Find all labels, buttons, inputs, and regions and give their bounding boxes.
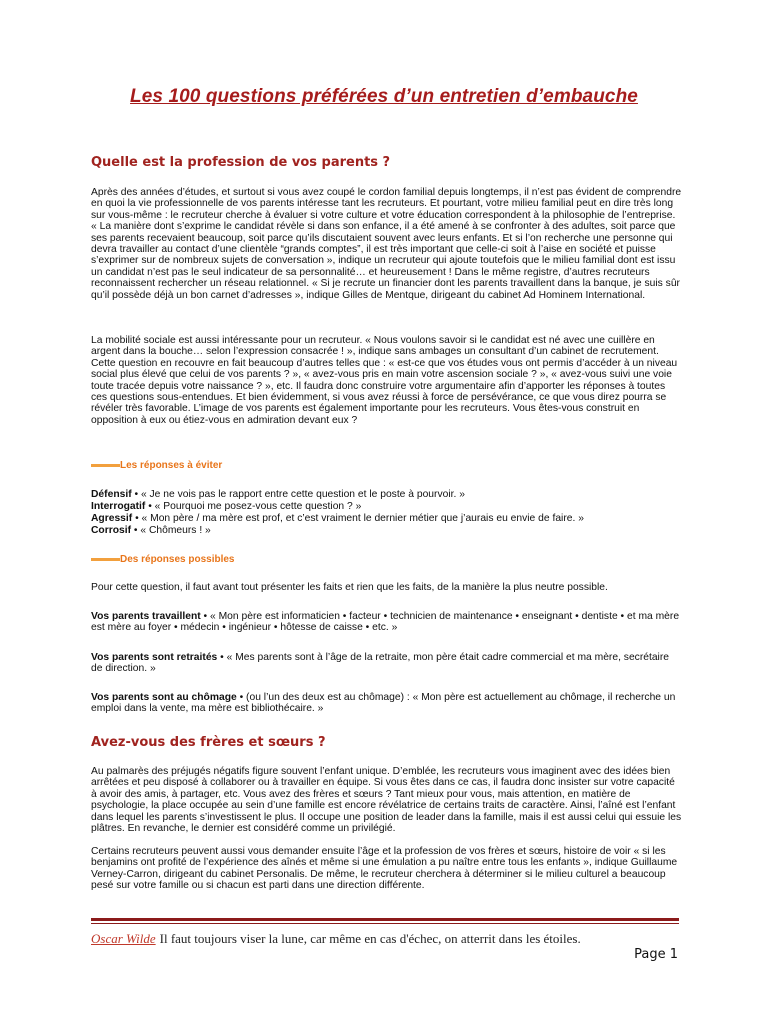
quote-author: Oscar Wilde xyxy=(91,931,156,946)
footer-rule-thin xyxy=(91,923,679,924)
document-title: Les 100 questions préférées d’un entretien d’embauche xyxy=(130,86,638,107)
section-heading-siblings: Avez-vous des frères et sœurs ? xyxy=(91,735,326,750)
possible-item-working: Vos parents travaillent • « Mon père est informaticien • facteur • technicien de maintenance • enseignant • dentiste • et ma mère est mère au foyer • médecin • ingénieur • hôtesse de caisse • etc. » xyxy=(91,611,680,634)
orange-bar-icon xyxy=(91,464,120,467)
paragraph-parents-intro: Après des années d’études, et surtout si vous avez coupé le cordon familial depuis longtemps, il n’est pas évident de comprendre en quoi la vie professionnelle de vos parents intéresse tant les recruteurs. Et pourtant, votre milieu familial peut en dire très long sur vous-même : le recruteur cherche à évaluer si votre culture et votre éducation correspondent à la philosophie de l’entreprise. « La manière dont s’exprime le candidat révèle si dans son enfance, il a été amené à se confronter à des adultes, soit parce que ses parents recevaient beaucoup, soit parce qu’ils discutaient souvent avec leurs enfants. Et si l’on recherche une personne qui devra travailler au contact d’une clientèle “grands comptes”, il est très important que celle-ci soit à l’aise en société et puisse s’exprimer sur de nombreux sujets de conversation », indique un recruteur qui ajoute toutefois que le milieu familial dont est issu un candidat n’est pas le seul indicateur de sa personnalité… et heureusement ! Dans le même registre, d’autres recruteurs reconnaissent rechercher un réseau relationnel. « Si je recrute un financier dont les parents travaillent dans la banque, je suis sûr qu’il possède déjà un bon carnet d’adresses », indique Gilles de Mentque, dirigeant du cabinet Ad Hominem International. xyxy=(91,187,682,301)
paragraph-siblings-intro: Au palmarès des préjugés négatifs figure souvent l’enfant unique. D’emblée, les recruteurs vous imaginent avec des idées bien arrêtées et peu disposé à collaborer ou à travailler en équipe. Si vous êtes dans ce cas, il faudra donc insister sur votre capacité à avoir des amis, à partager, etc. Vous avez des frères et sœurs ? Tant mieux pour vous, mais attention, en matière de psychologie, la place occupée au sein d’une famille est encore révélatrice de certains traits de caractère. Ainsi, l’aîné est l’enfant dans lequel les parents s’investissent le plus. Il occupe une position de leader dans la famille, mais il est aussi celui qui essuie les plâtres. En revanche, le dernier est considéré comme un privilégié. xyxy=(91,766,682,835)
footer-rule xyxy=(91,918,679,921)
quote-text: Il faut toujours viser la lune, car même en cas d'échec, on atterrit dans les étoiles. xyxy=(159,931,581,946)
paragraph-social-mobility: La mobilité sociale est aussi intéressante pour un recruteur. « Nous voulons savoir si le candidat est né avec une cuillère en argent dans la bouche… selon l’expression consacrée ! », indique sans ambages un consultant d’un cabinet de recrutement. Cette question en recouvre en fait beaucoup d’autres telles que : « est-ce que vos études vous ont permis d’accéder à un niveau social plus élevé que celui de vos parents ? », « avez-vous pris en main votre ascension sociale ? », « avez-vous suivi une voie toute tracée depuis votre naissance ? », etc. Il faudra donc construire votre argumentaire afin d’apporter les réponses à toutes ces questions sous-entendues. Et bien évidemment, si vous avez réussi à force de persévérance, ce que vous direz pourra se révéler très favorable. L’image de vos parents est également importante pour les recruteurs. Vous êtes-vous construit en opposition à eux ou étiez-vous en admiration devant eux ? xyxy=(91,335,678,426)
avoid-answers-label: Les réponses à éviter xyxy=(91,460,222,471)
paragraph-siblings-details: Certains recruteurs peuvent aussi vous demander ensuite l’âge et la profession de vos frères et sœurs, histoire de voir « si les benjamins ont profité de l’expérience des aînés et même si une émulation a pu naître entre tous les enfants », indique Guillaume Verney-Carron, dirigeant du cabinet Personalis. De même, le recruteur cherchera à déterminer si le milieu culturel a beaucoup pesé sur votre famille ou si chacun est parti dans une direction différente. xyxy=(91,846,678,892)
possible-answers-intro: Pour cette question, il faut avant tout présenter les faits et rien que les faits, de la manière la plus neutre possible. xyxy=(91,582,608,593)
footer-quote xyxy=(91,931,691,947)
page-number: Page 1 xyxy=(634,947,678,962)
avoid-item-defensif: Défensif • « Je ne vois pas le rapport entre cette question et le poste à pourvoir. » xyxy=(91,489,465,500)
possible-item-retired: Vos parents sont retraités • « Mes parents sont à l’âge de la retraite, mon père était cadre commercial et ma mère, secrétaire de direction. » xyxy=(91,652,670,675)
avoid-item-interrogatif: Interrogatif • « Pourquoi me posez-vous cette question ? » xyxy=(91,501,362,512)
orange-bar-icon xyxy=(91,558,120,561)
section-heading-parents: Quelle est la profession de vos parents ? xyxy=(91,155,391,170)
possible-item-unemployed: Vos parents sont au chômage • (ou l’un des deux est au chômage) : « Mon père est actuellement au chômage, il recherche un emploi dans la vente, ma mère est bibliothécaire. » xyxy=(91,692,676,715)
possible-answers-label: Des réponses possibles xyxy=(91,554,235,565)
avoid-item-agressif: Agressif • « Mon père / ma mère est prof, et c’est vraiment le dernier métier que j’aurais eu envie de faire. » xyxy=(91,513,584,524)
avoid-item-corrosif: Corrosif • « Chômeurs ! » xyxy=(91,525,211,536)
